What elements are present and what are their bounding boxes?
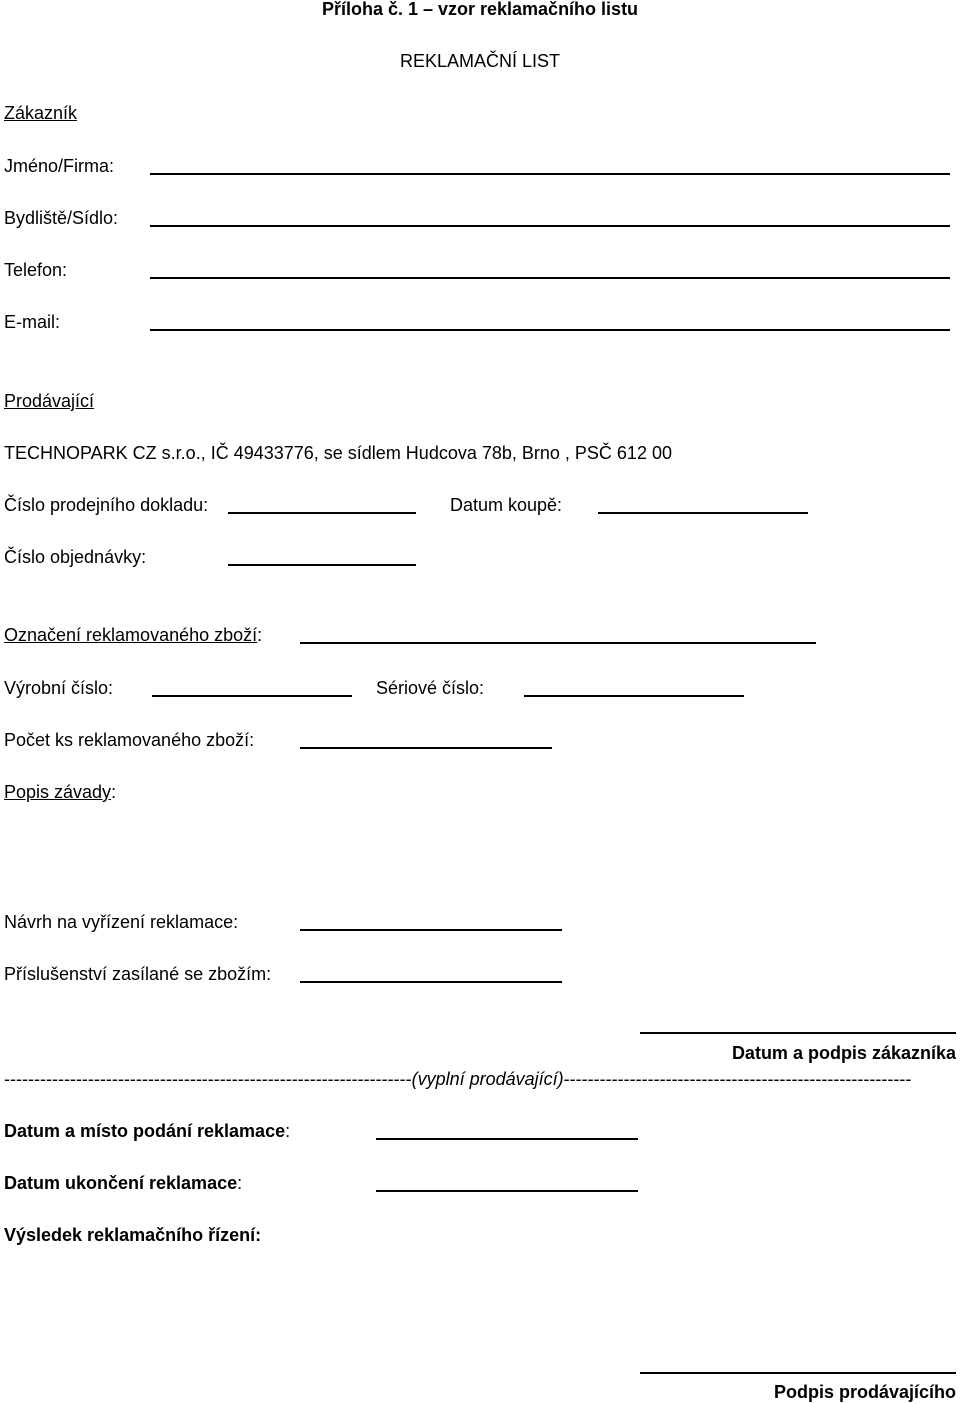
customer-section-heading: Zákazník: [4, 103, 78, 123]
seller-signature-label: Podpis prodávajícího: [773, 1382, 956, 1402]
page-title: REKLAMAČNÍ LIST: [399, 51, 561, 71]
goods-designation-colon: :: [257, 625, 263, 645]
serial-number-field[interactable]: [524, 695, 744, 697]
phone-field[interactable]: [150, 277, 950, 279]
accessories-field[interactable]: [300, 981, 562, 983]
address-field[interactable]: [150, 225, 950, 227]
annex-title: Příloha č. 1 – vzor reklamačního listu: [321, 0, 639, 19]
completion-date-field[interactable]: [376, 1190, 638, 1192]
submission-place-label: [4, 1120, 290, 1142]
defect-label-text: Popis závady: [4, 782, 112, 802]
completion-date-text: Datum ukončení reklamace: [4, 1173, 238, 1193]
goods-count-label: Počet ks reklamovaného zboží:: [4, 730, 255, 750]
serial-number-label: Sériové číslo:: [376, 678, 485, 698]
goods-designation-field[interactable]: [300, 642, 816, 644]
defect-label: [4, 781, 116, 803]
production-number-field[interactable]: [152, 695, 352, 697]
goods-count-field[interactable]: [300, 747, 552, 749]
seller-signature-field[interactable]: [640, 1372, 956, 1374]
submission-place-field[interactable]: [376, 1138, 638, 1140]
divider-right: ----------------------------------------------------------: [563, 1069, 912, 1089]
submission-place-text: Datum a místo podání reklamace: [4, 1121, 286, 1141]
divider-left: --------------------------------------------------------------------: [4, 1069, 412, 1089]
doc-number-field[interactable]: [228, 512, 416, 514]
completion-date-colon: :: [237, 1173, 243, 1193]
seller-company: TECHNOPARK CZ s.r.o., IČ 49433776, se sídlem Hudcova 78b, Brno , PSČ 612 00: [4, 443, 672, 463]
production-number-label: Výrobní číslo:: [4, 678, 114, 698]
completion-date-label: [4, 1172, 242, 1194]
seller-section-heading: Prodávající: [4, 391, 95, 411]
address-label: Bydliště/Sídlo:: [4, 208, 119, 228]
accessories-label: Příslušenství zasílané se zbožím:: [4, 964, 272, 984]
divider-caption: (vyplní prodávající): [411, 1069, 564, 1089]
goods-designation-label: [4, 624, 262, 646]
seller-divider: [4, 1068, 956, 1090]
proposal-label: Návrh na vyřízení reklamace:: [4, 912, 239, 932]
submission-place-colon: :: [285, 1121, 291, 1141]
result-label: Výsledek reklamačního řízení:: [4, 1225, 262, 1245]
phone-label: Telefon:: [4, 260, 68, 280]
order-number-label: Číslo objednávky:: [4, 547, 147, 567]
purchase-date-label: Datum koupě:: [450, 495, 563, 515]
email-label: E-mail:: [4, 312, 61, 332]
defect-label-colon: :: [111, 782, 117, 802]
purchase-date-field[interactable]: [598, 512, 808, 514]
name-field[interactable]: [150, 173, 950, 175]
doc-number-label: Číslo prodejního dokladu:: [4, 495, 209, 515]
customer-signature-field[interactable]: [640, 1032, 956, 1034]
email-field[interactable]: [150, 329, 950, 331]
customer-signature-label: Datum a podpis zákazníka: [731, 1043, 956, 1063]
proposal-field[interactable]: [300, 929, 562, 931]
order-number-field[interactable]: [228, 564, 416, 566]
name-label: Jméno/Firma:: [4, 156, 115, 176]
goods-designation-text: Označení reklamovaného zboží: [4, 625, 258, 645]
